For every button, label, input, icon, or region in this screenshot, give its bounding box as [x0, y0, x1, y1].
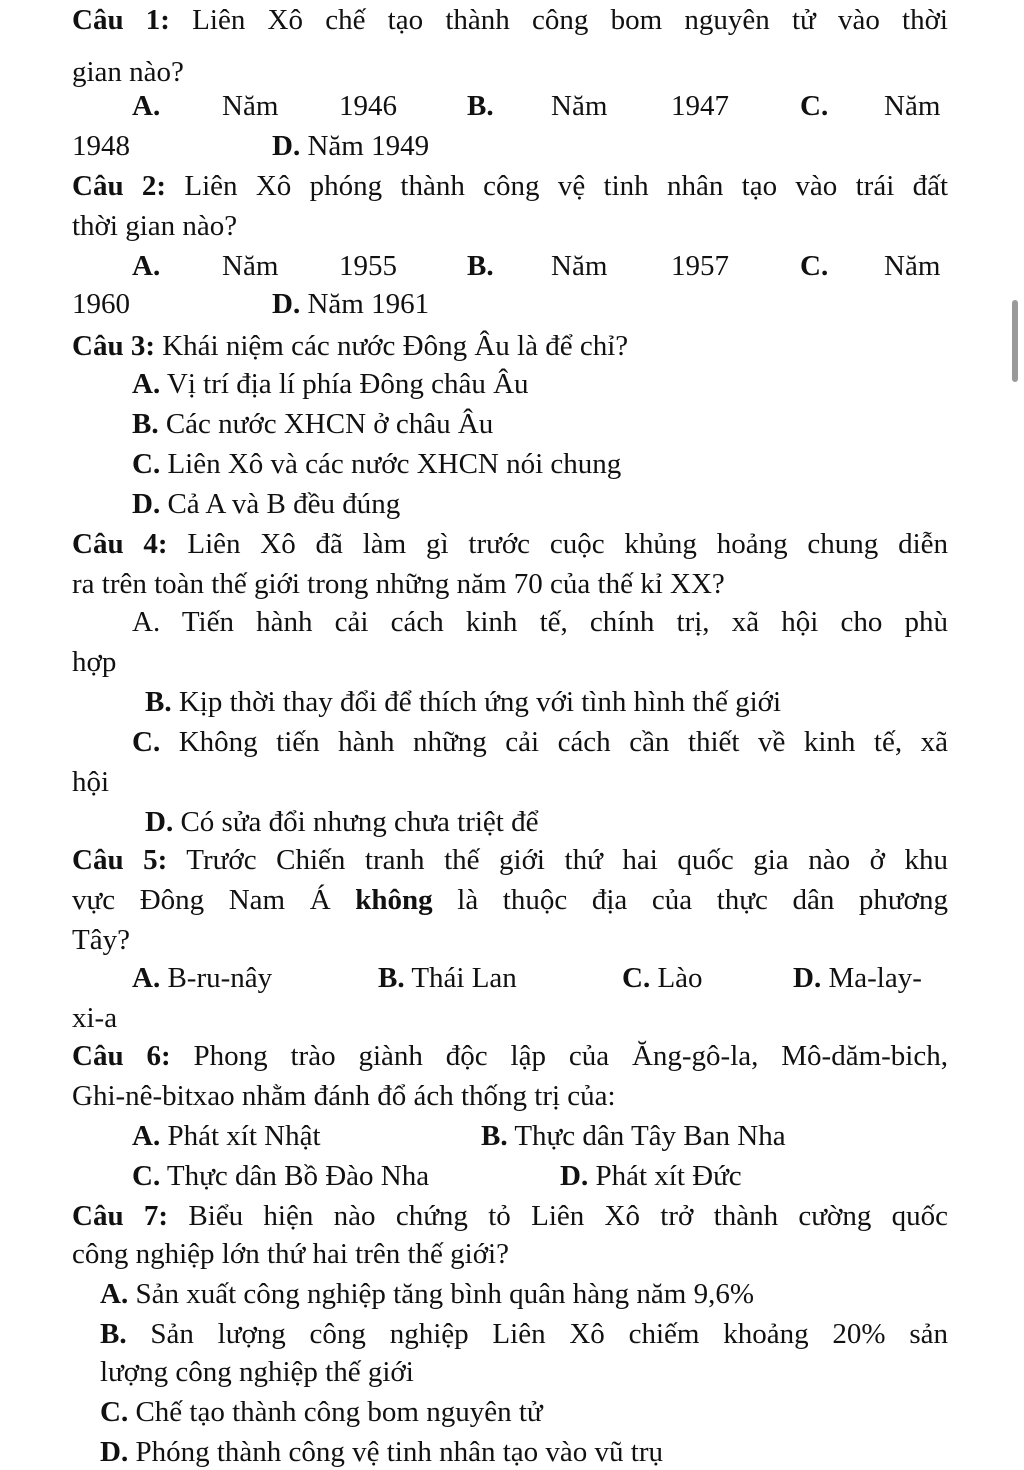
q4-label: Câu 4:	[72, 528, 168, 560]
q2-line-2: thời gian nào?	[72, 210, 238, 242]
q7-option-c	[100, 1394, 543, 1430]
q1-options-row-2	[0, 128, 1024, 164]
q3-option-c-label: C.	[132, 448, 161, 480]
q5-option-c-label: C.	[622, 962, 651, 994]
q2-label: Câu 2:	[72, 170, 167, 202]
q3-option-d-text: Cả A và B đều đúng	[160, 488, 401, 520]
q3-option-b	[132, 406, 493, 442]
q6-line-2: Ghi-nê-bitxao nhằm đánh đổ ách thống trị của:	[72, 1080, 616, 1112]
q2-option-a-label: A.	[132, 250, 161, 282]
q6-label: Câu 6:	[72, 1040, 171, 1072]
q5-option-d-label: D.	[793, 962, 822, 994]
q7-label: Câu 7:	[72, 1200, 169, 1232]
q6-option-c	[132, 1158, 429, 1194]
q4-option-d	[145, 804, 538, 840]
q4-option-d-label: D.	[145, 806, 174, 838]
q1-option-b-label: B.	[467, 90, 494, 122]
q7-option-c-label: C.	[100, 1396, 129, 1428]
q6-option-b-text: Thực dân Tây Ban Nha	[507, 1120, 786, 1152]
q3-text: Khái niệm các nước Đông Âu là để chỉ?	[154, 330, 629, 362]
q5-option-b	[378, 960, 517, 996]
q5-text-emphasis: không	[355, 884, 433, 916]
q6-option-c-label: C.	[132, 1160, 161, 1192]
q2-line-1	[72, 168, 948, 204]
q5-option-a-label: A.	[132, 962, 161, 994]
q5-option-d-cont: xi-a	[72, 1002, 118, 1034]
q4-line-2: ra trên toàn thế giới trong những năm 70 của thế kỉ XX?	[72, 568, 725, 600]
q5-option-b-text: Thái Lan	[404, 962, 517, 994]
q3-option-b-label: B.	[132, 408, 159, 440]
q4-option-a-cont: hợp	[72, 646, 117, 678]
q4-option-b	[145, 684, 781, 720]
q7-option-a-label: A.	[100, 1278, 129, 1310]
q2-options-row-2	[0, 286, 1024, 322]
q5-option-c	[622, 960, 703, 996]
q4-option-c-cont: hội	[72, 766, 110, 798]
q3-label: Câu 3:	[72, 330, 155, 362]
q1-text: Liên Xô chế tạo thành công bom nguyên tử vào thời	[169, 4, 948, 36]
q1-option-d-label: D.	[272, 130, 301, 162]
q7-option-b	[100, 1316, 948, 1352]
q3-option-a-text: Vị trí địa lí phía Đông châu Âu	[160, 368, 529, 400]
q5-text-post: là thuộc địa của thực dân phương	[432, 884, 948, 916]
q2-option-b-year: 1957	[671, 250, 729, 282]
q7-option-d-label: D.	[100, 1436, 129, 1468]
q7-option-a-text: Sản xuất công nghiệp tăng bình quân hàng năm 9,6%	[128, 1278, 754, 1310]
q2-options-row	[0, 248, 1024, 284]
q6-option-a-text: Phát xít Nhật	[160, 1120, 321, 1152]
q6-option-d-text: Phát xít Đức	[588, 1160, 742, 1192]
q4-option-a: A. Tiến hành cải cách kinh tế, chính trị, xã hội cho phù	[132, 606, 948, 638]
q6-option-c-text: Thực dân Bồ Đào Nha	[160, 1160, 430, 1192]
q2-option-b-word: Năm	[551, 250, 608, 282]
q7-option-a	[100, 1276, 754, 1312]
q7-line-2: công nghiệp lớn thứ hai trên thế giới?	[72, 1238, 509, 1270]
q1-option-b-word: Năm	[551, 90, 608, 122]
q1-option-b-year: 1947	[671, 90, 729, 122]
q1-option-a-word: Năm	[222, 90, 279, 122]
q4-option-d-text: Có sửa đổi nhưng chưa triệt để	[173, 806, 539, 838]
q5-line-3: Tây?	[72, 924, 130, 956]
q1-options-row	[0, 88, 1024, 124]
q4-option-b-label: B.	[145, 686, 172, 718]
q1-line-2: gian nào?	[72, 56, 184, 88]
q2-option-d-label: D.	[272, 288, 301, 320]
q2-text: Liên Xô phóng thành công vệ tinh nhân tạo vào trái đất	[166, 170, 949, 202]
q7-option-d	[100, 1434, 663, 1470]
q5-options-row	[0, 960, 1024, 996]
q5-text: Trước Chiến tranh thế giới thứ hai quốc gia nào ở khu	[167, 844, 949, 876]
q6-option-d-label: D.	[560, 1160, 589, 1192]
q2-option-c-word: Năm	[884, 250, 941, 282]
q5-option-b-label: B.	[378, 962, 405, 994]
q6-options-row-1	[0, 1118, 1024, 1154]
q1-option-d-text: Năm 1949	[300, 130, 430, 162]
q2-option-a-year: 1955	[339, 250, 397, 282]
q4-text: Liên Xô đã làm gì trước cuộc khủng hoảng chung diễn	[167, 528, 948, 560]
q4-option-c	[132, 724, 948, 760]
q4-option-b-text: Kịp thời thay đổi để thích ứng với tình hình thế giới	[171, 686, 782, 718]
q1-label: Câu 1:	[72, 4, 170, 36]
q5-option-a-text: B-ru-nây	[160, 962, 273, 994]
q1-option-c-year: 1948	[72, 130, 130, 162]
q7-option-b-text: Sản lượng công nghiệp Liên Xô chiếm khoảng 20% sản	[126, 1318, 948, 1350]
q2-option-c-year: 1960	[72, 288, 130, 320]
q5-line-2	[72, 882, 948, 918]
q5-option-a	[132, 960, 272, 996]
q5-text-pre: vực Đông Nam Á	[72, 884, 356, 916]
q3-option-b-text: Các nước XHCN ở châu Âu	[158, 408, 494, 440]
q7-option-b-label: B.	[100, 1318, 127, 1350]
q7-line-1	[72, 1198, 948, 1234]
q6-option-b	[481, 1118, 786, 1154]
q3-option-d	[132, 486, 400, 522]
q6-option-a	[132, 1118, 321, 1154]
q3-option-c	[132, 446, 621, 482]
q4-option-c-text: Không tiến hành những cải cách cần thiết về kinh tế, xã	[160, 726, 948, 758]
q3-option-a-label: A.	[132, 368, 161, 400]
q2-option-a-word: Năm	[222, 250, 279, 282]
q2-option-d	[272, 286, 429, 322]
q1-option-c-label: C.	[800, 90, 829, 122]
q5-option-d-text: Ma-lay-	[821, 962, 922, 994]
q7-option-b-cont: lượng công nghiệp thế giới	[100, 1356, 414, 1388]
q4-line-1	[72, 526, 948, 562]
q2-option-c-label: C.	[800, 250, 829, 282]
q3-line-1	[72, 328, 628, 364]
q1-option-d	[272, 128, 429, 164]
q2-option-d-text: Năm 1961	[300, 288, 430, 320]
q6-option-a-label: A.	[132, 1120, 161, 1152]
q5-option-c-text: Lào	[650, 962, 703, 994]
q5-option-d	[793, 960, 922, 996]
q6-line-1	[72, 1038, 948, 1074]
q6-option-b-label: B.	[481, 1120, 508, 1152]
q3-option-c-text: Liên Xô và các nước XHCN nói chung	[160, 448, 622, 480]
q7-option-d-text: Phóng thành công vệ tinh nhân tạo vào vũ trụ	[128, 1436, 664, 1468]
q5-label: Câu 5:	[72, 844, 168, 876]
q7-text: Biểu hiện nào chứng tỏ Liên Xô trở thành cường quốc	[168, 1200, 948, 1232]
q6-options-row-2	[0, 1158, 1024, 1194]
q3-option-a	[132, 366, 529, 402]
q6-text: Phong trào giành độc lập của Ăng-gô-la, Mô-dăm-bich,	[170, 1040, 948, 1072]
q4-option-c-label: C.	[132, 726, 161, 758]
q1-option-a-label: A.	[132, 90, 161, 122]
q6-option-d	[560, 1158, 742, 1194]
vertical-scrollbar[interactable]	[1012, 300, 1018, 382]
q7-option-c-text: Chế tạo thành công bom nguyên tử	[128, 1396, 543, 1428]
q3-option-d-label: D.	[132, 488, 161, 520]
q5-line-1	[72, 842, 948, 878]
q1-option-c-word: Năm	[884, 90, 941, 122]
q1-line-1	[72, 2, 948, 38]
q1-option-a-year: 1946	[339, 90, 397, 122]
q2-option-b-label: B.	[467, 250, 494, 282]
